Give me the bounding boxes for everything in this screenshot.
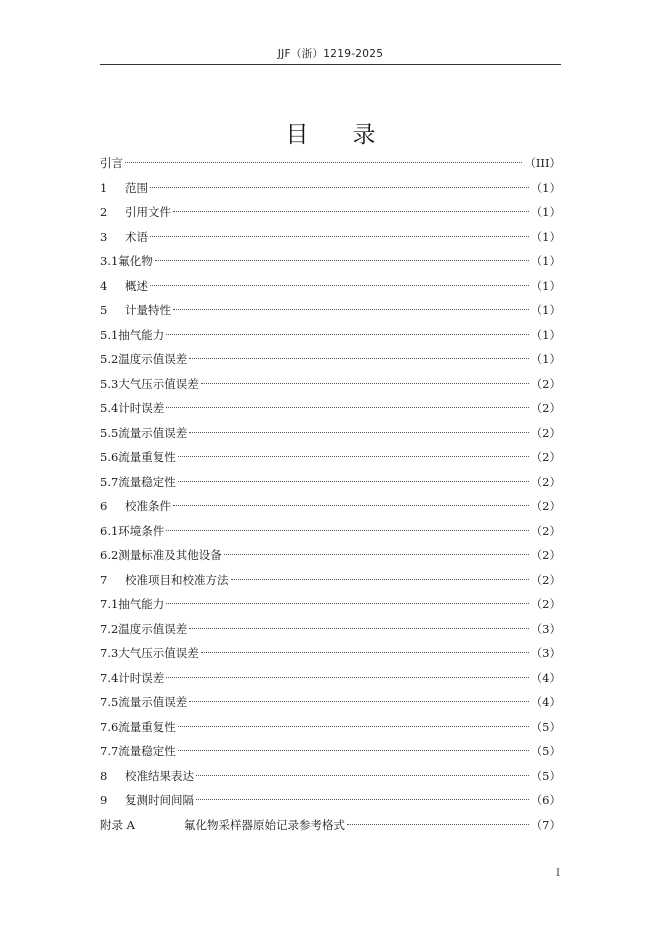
- toc-dot-leader: [173, 211, 529, 212]
- toc-entry-page: （4）: [530, 695, 561, 709]
- toc-entry-page: （2）: [530, 401, 561, 415]
- toc-dot-leader: [178, 481, 529, 482]
- toc-entry-label: 引言: [100, 156, 123, 170]
- toc-entry-page: （1）: [530, 205, 561, 219]
- toc-entry-number: 7.5: [100, 695, 119, 709]
- toc-dot-leader: [189, 701, 528, 702]
- toc-entry-number: 9: [100, 793, 108, 807]
- toc-entry-label: 抽气能力: [118, 597, 165, 611]
- toc-dot-leader: [166, 407, 528, 408]
- toc-entry-page: （1）: [530, 229, 561, 244]
- document-code-header: JJF（浙）1219-2025: [277, 48, 384, 60]
- toc-entry-number: 7.1: [100, 597, 119, 611]
- toc-dot-leader: [189, 628, 528, 629]
- toc-entry-number: 8: [100, 768, 108, 783]
- toc-entry[interactable]: [100, 592, 561, 617]
- toc-entry-label: 抽气能力: [118, 327, 165, 342]
- toc-entry-label: 复测时间间隔: [125, 793, 194, 807]
- toc-entry-label: 校准项目和校准方法: [125, 572, 229, 587]
- toc-entry-label: 引用文件: [125, 205, 171, 219]
- toc-entry[interactable]: [100, 715, 561, 740]
- toc-entry-page: （1）: [530, 327, 561, 342]
- toc-entry[interactable]: [100, 617, 561, 642]
- toc-entry[interactable]: [100, 813, 561, 838]
- toc-entry-number: 7.4: [100, 670, 119, 685]
- toc-entry-page: （5）: [530, 719, 561, 734]
- toc-entry-label: 术语: [125, 229, 148, 244]
- toc-dot-leader: [150, 236, 529, 237]
- toc-entry-label: 校准结果表达: [125, 768, 194, 783]
- toc-entry[interactable]: [100, 494, 561, 519]
- toc-entry-page: （2）: [530, 597, 561, 611]
- toc-dot-leader: [125, 162, 522, 163]
- page-number: I: [556, 868, 560, 879]
- toc-entry-label: 流量示值误差: [118, 425, 188, 440]
- toc-entry-label: 计量特性: [125, 303, 171, 317]
- toc-entry-page: （2）: [530, 425, 561, 440]
- toc-entry-label: 温度示值误差: [118, 621, 188, 636]
- toc-entry-label: 概述: [125, 278, 148, 293]
- toc-entry-number: 5.4: [100, 401, 119, 415]
- toc-dot-leader: [196, 775, 529, 776]
- toc-entry-label: 测量标准及其他设备: [118, 548, 222, 562]
- toc-entry[interactable]: [100, 372, 561, 397]
- toc-entry-number: 5.2: [100, 352, 119, 366]
- toc-entry-page: （3）: [530, 646, 561, 660]
- toc-entry[interactable]: [100, 788, 561, 813]
- toc-dot-leader: [166, 603, 528, 604]
- toc-entry-number: 7.3: [100, 646, 119, 660]
- toc-entry-label: 校准条件: [125, 499, 171, 513]
- toc-entry-number: 6.1: [100, 523, 119, 538]
- toc-entry[interactable]: [100, 764, 561, 789]
- toc-entry-page: （4）: [530, 670, 561, 685]
- toc-entry[interactable]: [100, 568, 561, 593]
- toc-dot-leader: [166, 334, 528, 335]
- toc-entry[interactable]: [100, 347, 561, 372]
- toc-dot-leader: [189, 358, 528, 359]
- toc-entry[interactable]: [100, 249, 561, 274]
- toc-entry[interactable]: [100, 176, 561, 201]
- toc-entry-page: （2）: [530, 572, 561, 587]
- toc-entry-number: 5.7: [100, 474, 119, 489]
- toc-entry-label: 环境条件: [118, 523, 165, 538]
- toc-entry-page: （III）: [524, 156, 561, 170]
- toc-dot-leader: [201, 652, 529, 653]
- toc-entry[interactable]: [100, 151, 561, 176]
- toc-dot-leader: [166, 677, 528, 678]
- toc-entry-number: 6.2: [100, 548, 119, 562]
- toc-entry[interactable]: [100, 470, 561, 495]
- toc-entry-number: 7: [100, 572, 108, 587]
- toc-entry-page: （5）: [530, 744, 561, 758]
- toc-entry[interactable]: [100, 298, 561, 323]
- toc-entry-number: 1: [100, 180, 108, 195]
- toc-entry[interactable]: [100, 543, 561, 568]
- toc-entry-label: 计时误差: [118, 401, 165, 415]
- toc-entry-label: 计时误差: [118, 670, 165, 685]
- toc-entry-number: 4: [100, 278, 108, 293]
- toc-entry-number: 5.5: [100, 425, 119, 440]
- toc-entry-page: （1）: [530, 254, 561, 268]
- toc-entry-number: 3: [100, 229, 108, 244]
- toc-entry-label: 流量稳定性: [118, 474, 176, 489]
- toc-entry[interactable]: [100, 690, 561, 715]
- toc-entry-number: 5.1: [100, 327, 119, 342]
- toc-entry-number: 6: [100, 499, 108, 513]
- toc-entry-page: （1）: [530, 180, 561, 195]
- toc-dot-leader: [196, 799, 529, 800]
- toc-entry[interactable]: [100, 421, 561, 446]
- toc-dot-leader: [178, 456, 529, 457]
- toc-entry-page: （1）: [530, 352, 561, 366]
- toc-dot-leader: [231, 579, 529, 580]
- toc-dot-leader: [201, 383, 529, 384]
- toc-entry[interactable]: [100, 225, 561, 250]
- toc-entry[interactable]: [100, 274, 561, 299]
- toc-entry[interactable]: [100, 396, 561, 421]
- toc-entry-page: （1）: [530, 278, 561, 293]
- toc-dot-leader: [178, 750, 529, 751]
- toc-entry-label: 大气压示值误差: [118, 376, 199, 391]
- toc-dot-leader: [224, 554, 529, 555]
- toc-entry[interactable]: [100, 739, 561, 764]
- toc-entry-number: 5: [100, 303, 108, 317]
- page-title: 目录: [285, 122, 420, 148]
- toc-entry-number: 5.3: [100, 376, 119, 391]
- toc-entry-number: 7.2: [100, 621, 119, 636]
- table-of-contents: [100, 151, 561, 837]
- toc-entry-page: （1）: [530, 303, 561, 317]
- toc-entry-label: 氟化物采样器原始记录参考格式: [184, 817, 345, 832]
- toc-dot-leader: [173, 309, 529, 310]
- toc-entry[interactable]: [100, 519, 561, 544]
- toc-entry-number: 2: [100, 205, 108, 219]
- toc-entry-page: （6）: [530, 793, 561, 807]
- toc-dot-leader: [150, 285, 529, 286]
- header-rule: [100, 64, 561, 65]
- toc-dot-leader: [173, 505, 529, 506]
- toc-entry-number: 3.1: [100, 254, 119, 268]
- toc-entry-label: 大气压示值误差: [118, 646, 199, 660]
- toc-entry-label: 范围: [125, 180, 148, 195]
- toc-entry-number: 7.7: [100, 744, 119, 758]
- toc-entry-label: 流量稳定性: [118, 744, 176, 758]
- toc-entry-label: 流量示值误差: [118, 695, 188, 709]
- toc-entry-page: （7）: [530, 817, 561, 832]
- toc-entry-page: （2）: [530, 548, 561, 562]
- toc-entry-page: （5）: [530, 768, 561, 783]
- toc-entry-label: 流量重复性: [118, 450, 176, 464]
- toc-entry[interactable]: [100, 666, 561, 691]
- toc-entry-label: 流量重复性: [118, 719, 176, 734]
- toc-entry-page: （2）: [530, 450, 561, 464]
- toc-entry-page: （2）: [530, 474, 561, 489]
- toc-entry[interactable]: [100, 445, 561, 470]
- toc-entry-label: 温度示值误差: [118, 352, 188, 366]
- toc-entry[interactable]: [100, 641, 561, 666]
- toc-dot-leader: [155, 260, 529, 261]
- toc-dot-leader: [150, 187, 529, 188]
- toc-dot-leader: [189, 432, 528, 433]
- toc-dot-leader: [347, 824, 529, 825]
- toc-entry[interactable]: [100, 323, 561, 348]
- toc-entry-page: （2）: [530, 499, 561, 513]
- toc-dot-leader: [178, 726, 529, 727]
- toc-entry-number: 5.6: [100, 450, 119, 464]
- toc-entry-page: （3）: [530, 621, 561, 636]
- toc-entry-label: 氟化物: [118, 254, 153, 268]
- toc-entry[interactable]: [100, 200, 561, 225]
- toc-entry-number: 7.6: [100, 719, 119, 734]
- toc-dot-leader: [166, 530, 528, 531]
- toc-entry-page: （2）: [530, 523, 561, 538]
- toc-entry-page: （2）: [530, 376, 561, 391]
- toc-entry-number: 附录 A: [100, 817, 135, 832]
